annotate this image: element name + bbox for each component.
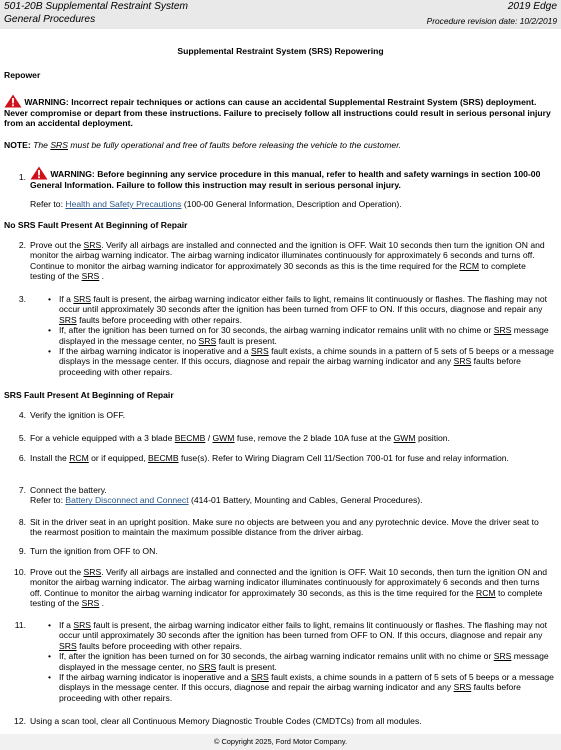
step-12-text: Using a scan tool, clear all Continuous Memory Diagnostic Trouble Codes (CMDTCs) from all modules. (30, 716, 422, 726)
text-fragment: SRS (198, 661, 217, 672)
text-fragment: SRS (493, 651, 512, 662)
text-fragment: RCM (459, 260, 480, 271)
text-fragment: SRS (59, 640, 77, 651)
step-10-text (30, 567, 552, 609)
bullet-item (48, 346, 554, 377)
text-fragment: must be fully operational and free of faults before releasing the vehicle to the customer. (70, 140, 402, 150)
text-fragment: . (101, 598, 105, 609)
text-fragment: Install the (30, 453, 67, 463)
text-fragment: If the airbag warning indicator is inoperative and a (59, 672, 249, 683)
text-fragment: or if equipped, (91, 453, 146, 463)
page-header (0, 0, 561, 29)
text-fragment: fuse(s). Refer to Wiring Diagram Cell 11/Section 700-01 for fuse and relay information. (180, 453, 509, 463)
step-1-number: 1. (18, 172, 26, 182)
text-fragment: Connect the battery. (30, 485, 107, 495)
text-fragment: faults before proceeding with other repairs. (59, 356, 521, 377)
text-fragment: SRS (73, 620, 92, 630)
text-fragment: (100-00 General Information, Description and Operation). (183, 199, 402, 209)
text-fragment: SRS (198, 335, 217, 346)
step-4-text: Verify the ignition is OFF. (30, 410, 126, 420)
text-fragment: SRS (493, 325, 512, 336)
text-fragment: SRS (453, 682, 472, 693)
no-fault-heading: No SRS Fault Present At Beginning of Repair (4, 220, 188, 230)
text-fragment: (414-01 Battery, Mounting and Cables, General Procedures). (191, 495, 423, 506)
step-1-warning (30, 166, 552, 190)
bullet-item (48, 672, 554, 703)
text-fragment: Before beginning any service procedure in this manual, refer to health and safety warnings in section 100-00 General Information. Failure to follow this instruction may result in serious personal injury. (30, 169, 541, 190)
text-fragment: SRS (81, 271, 100, 282)
text-fragment: / (207, 433, 211, 443)
text-fragment: If a (59, 294, 71, 304)
warning-triangle-icon (30, 166, 48, 180)
text-fragment: message displayed in the message center, no (59, 325, 549, 346)
text-fragment: BECMB (174, 433, 206, 443)
text-fragment: RCM (476, 587, 496, 598)
text-fragment: SRS (83, 567, 102, 577)
text-fragment: Refer to: (30, 199, 63, 209)
bullet-item (48, 620, 554, 651)
text-fragment: If the airbag warning indicator is inoperative and a (59, 346, 249, 357)
text-fragment: fault is present. (218, 335, 277, 346)
step-7-number: 7. (18, 485, 26, 495)
step-11-number: 11. (14, 620, 26, 630)
text-fragment: Prove out the (30, 567, 82, 577)
text-fragment: message displayed in the message center, no (59, 651, 549, 672)
step-10-number: 10. (14, 567, 26, 577)
health-safety-link[interactable]: Health and Safety Precautions (65, 199, 182, 209)
text-fragment: RCM (69, 453, 89, 463)
step-3-number: 3. (18, 294, 26, 304)
bullet-item (48, 651, 554, 672)
text-fragment: . Verify all airbags are installed and connected and the ignition is OFF. Wait 10 seconds, then turn the ignition ON and monitor the airbag warning indicator. The airbag warning indicator illuminates continuously for approximately 6 seconds and then turns off. Continue to monitor the airbag warning indicator for approximately 30 seconds, as this is the time required for the (30, 567, 548, 598)
text-fragment: BECMB (148, 453, 179, 463)
step-8-number: 8. (18, 517, 26, 527)
text-fragment: fault is present, the airbag warning indicator either fails to light, remains lit continuously or flashes. The flashing may not occur until approximately 30 seconds after the ignition has been turned from OFF to ON. If this occurs, diagnose and repair any (59, 294, 548, 315)
document-code: 501-20B Supplemental Restraint System (4, 1, 189, 12)
srs-abbr: SRS (50, 140, 68, 150)
text-fragment: WARNING: (50, 169, 95, 179)
text-fragment: The (33, 140, 48, 150)
step-7-reference (30, 495, 552, 505)
text-fragment: position. (417, 433, 450, 443)
text-fragment: For a vehicle equipped with a 3 blade (30, 433, 173, 443)
step-1-reference (30, 199, 402, 209)
step-12-number: 12. (14, 716, 26, 726)
warning-triangle-icon (4, 94, 22, 108)
page-title: Supplemental Restraint System (SRS) Repowering (177, 46, 384, 56)
vehicle-model: 2019 Edge (507, 1, 557, 12)
note-label: NOTE: (4, 140, 31, 150)
step-2-text (30, 240, 552, 282)
text-fragment: to complete testing of the (30, 260, 526, 282)
section-name: General Procedures (4, 14, 96, 25)
text-fragment: SRS (251, 672, 269, 683)
text-fragment: fault exists, a chime sounds in a pattern of 5 sets of 5 beeps or a message displays in the message center. If this occurs, diagnose and repair the airbag warning indicator and any (59, 346, 554, 367)
text-fragment: GWM (212, 433, 235, 443)
battery-disconnect-link[interactable]: Battery Disconnect and Connect (65, 495, 189, 506)
text-fragment: GWM (393, 433, 416, 443)
text-fragment: . (101, 271, 105, 282)
text-fragment: faults before proceeding with other repairs. (59, 682, 521, 703)
text-fragment: If a (59, 620, 71, 630)
fault-heading: SRS Fault Present At Beginning of Repair (4, 390, 174, 400)
text-fragment: SRS (81, 598, 100, 609)
step-7-text (30, 485, 552, 506)
text-fragment: If, after the ignition has been turned on for 30 seconds, the airbag warning indicator remains unlit with no chime or (59, 651, 492, 662)
step-5-number: 5. (18, 433, 26, 443)
text-fragment: faults before proceeding with other repairs. (79, 314, 242, 325)
text-fragment: Refer to: (30, 495, 63, 506)
step-3-bullets (48, 294, 554, 377)
step-9-number: 9. (18, 546, 26, 556)
text-fragment: fault is present, the airbag warning indicator either fails to light, remains lit continuously or flashes. The flashing may not occur until approximately 30 seconds after the ignition has been turned from OFF to ON. If this occurs, diagnose and repair any (59, 620, 548, 641)
text-fragment: If, after the ignition has been turned on for 30 seconds, the airbag warning indicator remains unlit with no chime or (59, 325, 492, 336)
step-11-bullets (48, 620, 554, 703)
text-fragment: fault exists, a chime sounds in a pattern of 5 sets of 5 beeps or a message displays in the message center. If this occurs, diagnose and repair the airbag warning indicator and any (59, 672, 554, 693)
text-fragment: SRS (73, 294, 92, 304)
text-fragment: SRS (83, 240, 102, 250)
text-fragment: fault is present. (218, 661, 277, 672)
text-fragment: faults before proceeding with other repairs. (79, 640, 242, 651)
text-fragment: SRS (251, 346, 269, 357)
text-fragment: SRS (453, 356, 472, 367)
step-5-text (30, 433, 552, 443)
warning-block (4, 94, 556, 129)
copyright-text: © Copyright 2025, Ford Motor Company. (213, 737, 348, 746)
revision-date: Procedure revision date: 10/2/2019 (426, 16, 557, 26)
text-fragment: SRS (59, 314, 77, 325)
warning-label: WARNING: (24, 97, 69, 107)
step-9-text: Turn the ignition from OFF to ON. (30, 546, 158, 556)
repower-heading: Repower (4, 70, 41, 80)
step-4-number: 4. (18, 410, 26, 420)
warning-text: Incorrect repair techniques or actions can cause an accidental Supplemental Restraint System (SRS) deployment. Never compromise or depart from these instructions. Failure to precisely follow all instructions could result in serious personal injury from an accidental deployment. (4, 97, 551, 129)
step-6-number: 6. (18, 453, 26, 463)
step-8-text: Sit in the driver seat in an upright position. Make sure no objects are between you and any pyrotechnic device. Move the driver seat to the rearmost position to maintain the maximum possible distance from the driver airbag. (30, 517, 539, 538)
page-footer (0, 734, 561, 750)
text-fragment: to complete testing of the (30, 587, 543, 609)
bullet-item (48, 325, 554, 346)
step-2-number: 2. (18, 240, 26, 250)
bullet-item (48, 294, 554, 325)
step-6-text (30, 453, 552, 463)
text-fragment: fuse, remove the 2 blade 10A fuse at the (236, 433, 392, 443)
text-fragment: . Verify all airbags are installed and connected and the ignition is OFF. Wait 10 seconds then turn the ignition ON and monitor the airbag warning indicator. The airbag warning indicator illuminates continuously for approximately 6 seconds and turns off. Continue to monitor the airbag warning indicator for approximately 30 seconds as this is the time required for the (30, 240, 545, 271)
text-fragment: Prove out the (30, 240, 82, 250)
note (4, 140, 556, 150)
